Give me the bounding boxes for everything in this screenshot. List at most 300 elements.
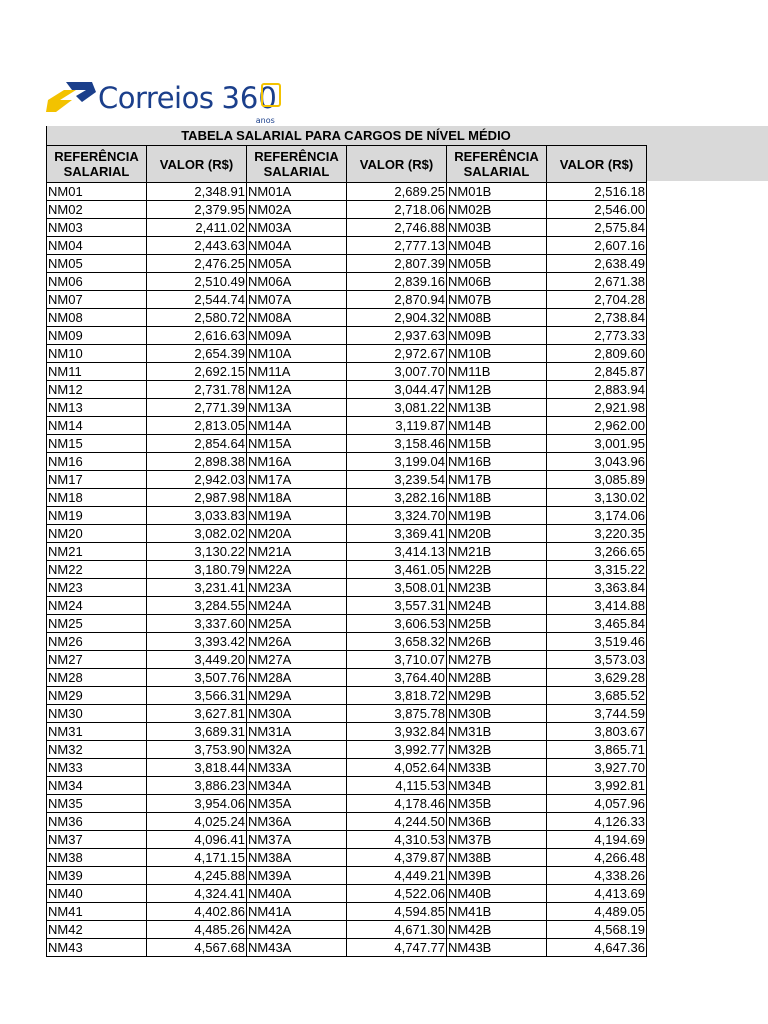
value-cell: 3,284.55 xyxy=(147,597,247,615)
reference-cell: NM27B xyxy=(447,651,547,669)
table-row xyxy=(47,669,647,687)
reference-cell: NM42A xyxy=(247,921,347,939)
value-cell: 4,522.06 xyxy=(347,885,447,903)
value-cell: 3,158.46 xyxy=(347,435,447,453)
reference-cell: NM04B xyxy=(447,237,547,255)
table-row xyxy=(47,795,647,813)
reference-cell: NM17B xyxy=(447,471,547,489)
reference-cell: NM38 xyxy=(47,849,147,867)
table-row xyxy=(47,759,647,777)
reference-cell: NM13B xyxy=(447,399,547,417)
reference-cell: NM35 xyxy=(47,795,147,813)
reference-cell: NM33 xyxy=(47,759,147,777)
value-cell: 4,096.41 xyxy=(147,831,247,849)
value-cell: 2,738.84 xyxy=(547,309,647,327)
logo-sub: anos xyxy=(255,116,275,125)
value-cell: 3,818.44 xyxy=(147,759,247,777)
value-cell: 3,627.81 xyxy=(147,705,247,723)
stamp-icon xyxy=(261,83,281,107)
reference-cell: NM21 xyxy=(47,543,147,561)
table-row xyxy=(47,903,647,921)
value-cell: 2,898.38 xyxy=(147,453,247,471)
value-cell: 4,485.26 xyxy=(147,921,247,939)
reference-cell: NM26B xyxy=(447,633,547,651)
value-cell: 3,519.46 xyxy=(547,633,647,651)
reference-cell: NM08 xyxy=(47,309,147,327)
value-cell: 2,746.88 xyxy=(347,219,447,237)
salary-table xyxy=(46,145,647,957)
value-cell: 3,606.53 xyxy=(347,615,447,633)
reference-cell: NM26A xyxy=(247,633,347,651)
value-cell: 3,324.70 xyxy=(347,507,447,525)
value-cell: 3,465.84 xyxy=(547,615,647,633)
value-cell: 3,875.78 xyxy=(347,705,447,723)
value-cell: 3,007.70 xyxy=(347,363,447,381)
reference-cell: NM32 xyxy=(47,741,147,759)
reference-cell: NM25 xyxy=(47,615,147,633)
table-row xyxy=(47,687,647,705)
value-cell: 4,126.33 xyxy=(547,813,647,831)
value-cell: 4,266.48 xyxy=(547,849,647,867)
reference-cell: NM06 xyxy=(47,273,147,291)
column-header: REFERÊNCIA SALARIAL xyxy=(247,146,347,183)
reference-cell: NM20B xyxy=(447,525,547,543)
logo-360-mark xyxy=(221,81,277,125)
reference-cell: NM22A xyxy=(247,561,347,579)
reference-cell: NM36A xyxy=(247,813,347,831)
column-header: VALOR (R$) xyxy=(147,146,247,183)
value-cell: 3,220.35 xyxy=(547,525,647,543)
reference-cell: NM02A xyxy=(247,201,347,219)
table-row xyxy=(47,363,647,381)
reference-cell: NM14A xyxy=(247,417,347,435)
value-cell: 2,546.00 xyxy=(547,201,647,219)
value-cell: 3,043.96 xyxy=(547,453,647,471)
value-cell: 3,927.70 xyxy=(547,759,647,777)
reference-cell: NM31A xyxy=(247,723,347,741)
reference-cell: NM24 xyxy=(47,597,147,615)
value-cell: 2,580.72 xyxy=(147,309,247,327)
value-cell: 4,025.24 xyxy=(147,813,247,831)
table-row xyxy=(47,309,647,327)
table-row xyxy=(47,471,647,489)
reference-cell: NM08A xyxy=(247,309,347,327)
reference-cell: NM04A xyxy=(247,237,347,255)
value-cell: 4,413.69 xyxy=(547,885,647,903)
value-cell: 3,414.88 xyxy=(547,597,647,615)
value-cell: 4,647.36 xyxy=(547,939,647,957)
table-row xyxy=(47,435,647,453)
value-cell: 2,654.39 xyxy=(147,345,247,363)
reference-cell: NM08B xyxy=(447,309,547,327)
reference-cell: NM18A xyxy=(247,489,347,507)
value-cell: 3,033.83 xyxy=(147,507,247,525)
table-header-row xyxy=(47,146,647,183)
reference-cell: NM01B xyxy=(447,183,547,201)
reference-cell: NM34A xyxy=(247,777,347,795)
value-cell: 3,629.28 xyxy=(547,669,647,687)
value-cell: 3,449.20 xyxy=(147,651,247,669)
reference-cell: NM21A xyxy=(247,543,347,561)
value-cell: 3,865.71 xyxy=(547,741,647,759)
reference-cell: NM19A xyxy=(247,507,347,525)
reference-cell: NM30A xyxy=(247,705,347,723)
reference-cell: NM06B xyxy=(447,273,547,291)
value-cell: 2,883.94 xyxy=(547,381,647,399)
table-row xyxy=(47,921,647,939)
reference-cell: NM28A xyxy=(247,669,347,687)
value-cell: 3,932.84 xyxy=(347,723,447,741)
reference-cell: NM19B xyxy=(447,507,547,525)
reference-cell: NM37A xyxy=(247,831,347,849)
table-row xyxy=(47,489,647,507)
value-cell: 2,516.18 xyxy=(547,183,647,201)
table-row xyxy=(47,831,647,849)
reference-cell: NM18B xyxy=(447,489,547,507)
value-cell: 4,379.87 xyxy=(347,849,447,867)
reference-cell: NM28 xyxy=(47,669,147,687)
reference-cell: NM22 xyxy=(47,561,147,579)
table-row xyxy=(47,813,647,831)
value-cell: 3,180.79 xyxy=(147,561,247,579)
table-row xyxy=(47,525,647,543)
logo-number: 360 xyxy=(221,81,277,115)
value-cell: 4,171.15 xyxy=(147,849,247,867)
value-cell: 3,992.77 xyxy=(347,741,447,759)
value-cell: 3,764.40 xyxy=(347,669,447,687)
value-cell: 4,567.68 xyxy=(147,939,247,957)
reference-cell: NM32B xyxy=(447,741,547,759)
reference-cell: NM20 xyxy=(47,525,147,543)
value-cell: 3,710.07 xyxy=(347,651,447,669)
reference-cell: NM15A xyxy=(247,435,347,453)
table-row xyxy=(47,417,647,435)
value-cell: 3,282.16 xyxy=(347,489,447,507)
value-cell: 3,507.76 xyxy=(147,669,247,687)
table-row xyxy=(47,453,647,471)
reference-cell: NM35A xyxy=(247,795,347,813)
value-cell: 3,508.01 xyxy=(347,579,447,597)
reference-cell: NM27A xyxy=(247,651,347,669)
reference-cell: NM02B xyxy=(447,201,547,219)
reference-cell: NM42B xyxy=(447,921,547,939)
reference-cell: NM36 xyxy=(47,813,147,831)
table-row xyxy=(47,507,647,525)
reference-cell: NM29B xyxy=(447,687,547,705)
value-cell: 3,393.42 xyxy=(147,633,247,651)
value-cell: 3,239.54 xyxy=(347,471,447,489)
table-row xyxy=(47,723,647,741)
reference-cell: NM37 xyxy=(47,831,147,849)
value-cell: 3,337.60 xyxy=(147,615,247,633)
reference-cell: NM40 xyxy=(47,885,147,903)
value-cell: 2,972.67 xyxy=(347,345,447,363)
value-cell: 3,231.41 xyxy=(147,579,247,597)
column-header: REFERÊNCIA SALARIAL xyxy=(47,146,147,183)
reference-cell: NM39B xyxy=(447,867,547,885)
value-cell: 3,685.52 xyxy=(547,687,647,705)
value-cell: 4,747.77 xyxy=(347,939,447,957)
reference-cell: NM15B xyxy=(447,435,547,453)
value-cell: 2,718.06 xyxy=(347,201,447,219)
value-cell: 3,082.02 xyxy=(147,525,247,543)
value-cell: 4,671.30 xyxy=(347,921,447,939)
reference-cell: NM30 xyxy=(47,705,147,723)
value-cell: 2,854.64 xyxy=(147,435,247,453)
table-row xyxy=(47,327,647,345)
table-row xyxy=(47,291,647,309)
value-cell: 3,081.22 xyxy=(347,399,447,417)
value-cell: 2,575.84 xyxy=(547,219,647,237)
value-cell: 3,461.05 xyxy=(347,561,447,579)
reference-cell: NM14 xyxy=(47,417,147,435)
value-cell: 3,803.67 xyxy=(547,723,647,741)
table-row xyxy=(47,849,647,867)
reference-cell: NM31 xyxy=(47,723,147,741)
reference-cell: NM34B xyxy=(447,777,547,795)
reference-cell: NM23B xyxy=(447,579,547,597)
value-cell: 2,807.39 xyxy=(347,255,447,273)
reference-cell: NM25A xyxy=(247,615,347,633)
reference-cell: NM16A xyxy=(247,453,347,471)
reference-cell: NM29A xyxy=(247,687,347,705)
value-cell: 3,689.31 xyxy=(147,723,247,741)
reference-cell: NM10B xyxy=(447,345,547,363)
reference-cell: NM42 xyxy=(47,921,147,939)
value-cell: 3,130.02 xyxy=(547,489,647,507)
value-cell: 3,199.04 xyxy=(347,453,447,471)
reference-cell: NM05 xyxy=(47,255,147,273)
reference-cell: NM09A xyxy=(247,327,347,345)
table-row xyxy=(47,705,647,723)
reference-cell: NM41A xyxy=(247,903,347,921)
reference-cell: NM12A xyxy=(247,381,347,399)
table-row xyxy=(47,219,647,237)
value-cell: 2,704.28 xyxy=(547,291,647,309)
value-cell: 3,369.41 xyxy=(347,525,447,543)
table-row xyxy=(47,633,647,651)
reference-cell: NM13 xyxy=(47,399,147,417)
value-cell: 2,616.63 xyxy=(147,327,247,345)
value-cell: 2,845.87 xyxy=(547,363,647,381)
reference-cell: NM43B xyxy=(447,939,547,957)
value-cell: 3,573.03 xyxy=(547,651,647,669)
value-cell: 4,402.86 xyxy=(147,903,247,921)
value-cell: 2,942.03 xyxy=(147,471,247,489)
value-cell: 3,315.22 xyxy=(547,561,647,579)
table-row xyxy=(47,237,647,255)
reference-cell: NM19 xyxy=(47,507,147,525)
value-cell: 2,411.02 xyxy=(147,219,247,237)
table-row xyxy=(47,345,647,363)
value-cell: 4,324.41 xyxy=(147,885,247,903)
value-cell: 3,557.31 xyxy=(347,597,447,615)
reference-cell: NM11B xyxy=(447,363,547,381)
value-cell: 4,115.53 xyxy=(347,777,447,795)
value-cell: 2,839.16 xyxy=(347,273,447,291)
value-cell: 4,178.46 xyxy=(347,795,447,813)
reference-cell: NM38A xyxy=(247,849,347,867)
value-cell: 2,607.16 xyxy=(547,237,647,255)
value-cell: 2,962.00 xyxy=(547,417,647,435)
reference-cell: NM03A xyxy=(247,219,347,237)
value-cell: 4,338.26 xyxy=(547,867,647,885)
reference-cell: NM37B xyxy=(447,831,547,849)
reference-cell: NM43A xyxy=(247,939,347,957)
table-row xyxy=(47,183,647,201)
table-row xyxy=(47,867,647,885)
value-cell: 4,568.19 xyxy=(547,921,647,939)
value-cell: 3,130.22 xyxy=(147,543,247,561)
value-cell: 2,379.95 xyxy=(147,201,247,219)
reference-cell: NM25B xyxy=(447,615,547,633)
reference-cell: NM17A xyxy=(247,471,347,489)
reference-cell: NM34 xyxy=(47,777,147,795)
reference-cell: NM18 xyxy=(47,489,147,507)
value-cell: 3,174.06 xyxy=(547,507,647,525)
reference-cell: NM39A xyxy=(247,867,347,885)
value-cell: 3,044.47 xyxy=(347,381,447,399)
table-row xyxy=(47,777,647,795)
reference-cell: NM07 xyxy=(47,291,147,309)
reference-cell: NM12B xyxy=(447,381,547,399)
reference-cell: NM16 xyxy=(47,453,147,471)
column-header: VALOR (R$) xyxy=(347,146,447,183)
value-cell: 4,057.96 xyxy=(547,795,647,813)
value-cell: 4,489.05 xyxy=(547,903,647,921)
table-row xyxy=(47,651,647,669)
reference-cell: NM40B xyxy=(447,885,547,903)
value-cell: 2,921.98 xyxy=(547,399,647,417)
reference-cell: NM02 xyxy=(47,201,147,219)
reference-cell: NM21B xyxy=(447,543,547,561)
value-cell: 2,692.15 xyxy=(147,363,247,381)
correios-arrows-icon xyxy=(46,78,96,118)
header-band-extension xyxy=(645,145,768,181)
value-cell: 3,744.59 xyxy=(547,705,647,723)
table-row xyxy=(47,273,647,291)
reference-cell: NM13A xyxy=(247,399,347,417)
reference-cell: NM24A xyxy=(247,597,347,615)
value-cell: 2,671.38 xyxy=(547,273,647,291)
value-cell: 2,904.32 xyxy=(347,309,447,327)
table-row xyxy=(47,201,647,219)
value-cell: 2,731.78 xyxy=(147,381,247,399)
value-cell: 2,443.63 xyxy=(147,237,247,255)
column-header: VALOR (R$) xyxy=(547,146,647,183)
value-cell: 3,414.13 xyxy=(347,543,447,561)
reference-cell: NM03 xyxy=(47,219,147,237)
reference-cell: NM33B xyxy=(447,759,547,777)
value-cell: 4,194.69 xyxy=(547,831,647,849)
reference-cell: NM14B xyxy=(447,417,547,435)
reference-cell: NM16B xyxy=(447,453,547,471)
value-cell: 2,773.33 xyxy=(547,327,647,345)
table-row xyxy=(47,579,647,597)
value-cell: 3,753.90 xyxy=(147,741,247,759)
reference-cell: NM10 xyxy=(47,345,147,363)
reference-cell: NM43 xyxy=(47,939,147,957)
reference-cell: NM23A xyxy=(247,579,347,597)
table-row xyxy=(47,885,647,903)
value-cell: 3,886.23 xyxy=(147,777,247,795)
reference-cell: NM01A xyxy=(247,183,347,201)
reference-cell: NM28B xyxy=(447,669,547,687)
table-row xyxy=(47,381,647,399)
value-cell: 4,052.64 xyxy=(347,759,447,777)
value-cell: 2,777.13 xyxy=(347,237,447,255)
reference-cell: NM04 xyxy=(47,237,147,255)
reference-cell: NM35B xyxy=(447,795,547,813)
reference-cell: NM03B xyxy=(447,219,547,237)
table-title: TABELA SALARIAL PARA CARGOS DE NÍVEL MÉDIO xyxy=(46,126,645,145)
reference-cell: NM11A xyxy=(247,363,347,381)
table-row xyxy=(47,597,647,615)
reference-cell: NM09B xyxy=(447,327,547,345)
value-cell: 2,771.39 xyxy=(147,399,247,417)
reference-cell: NM22B xyxy=(447,561,547,579)
value-cell: 4,449.21 xyxy=(347,867,447,885)
reference-cell: NM30B xyxy=(447,705,547,723)
reference-cell: NM06A xyxy=(247,273,347,291)
value-cell: 2,348.91 xyxy=(147,183,247,201)
reference-cell: NM20A xyxy=(247,525,347,543)
value-cell: 3,119.87 xyxy=(347,417,447,435)
value-cell: 2,638.49 xyxy=(547,255,647,273)
reference-cell: NM36B xyxy=(447,813,547,831)
reference-cell: NM24B xyxy=(447,597,547,615)
reference-cell: NM23 xyxy=(47,579,147,597)
reference-cell: NM26 xyxy=(47,633,147,651)
table-row xyxy=(47,561,647,579)
reference-cell: NM27 xyxy=(47,651,147,669)
value-cell: 4,594.85 xyxy=(347,903,447,921)
value-cell: 3,266.65 xyxy=(547,543,647,561)
reference-cell: NM15 xyxy=(47,435,147,453)
reference-cell: NM31B xyxy=(447,723,547,741)
reference-cell: NM33A xyxy=(247,759,347,777)
value-cell: 2,689.25 xyxy=(347,183,447,201)
value-cell: 3,363.84 xyxy=(547,579,647,597)
value-cell: 3,001.95 xyxy=(547,435,647,453)
reference-cell: NM41B xyxy=(447,903,547,921)
reference-cell: NM41 xyxy=(47,903,147,921)
value-cell: 3,992.81 xyxy=(547,777,647,795)
table-row xyxy=(47,543,647,561)
reference-cell: NM05A xyxy=(247,255,347,273)
table-row xyxy=(47,615,647,633)
reference-cell: NM09 xyxy=(47,327,147,345)
reference-cell: NM39 xyxy=(47,867,147,885)
reference-cell: NM40A xyxy=(247,885,347,903)
value-cell: 4,245.88 xyxy=(147,867,247,885)
reference-cell: NM38B xyxy=(447,849,547,867)
value-cell: 3,658.32 xyxy=(347,633,447,651)
value-cell: 3,954.06 xyxy=(147,795,247,813)
value-cell: 2,870.94 xyxy=(347,291,447,309)
reference-cell: NM29 xyxy=(47,687,147,705)
table-row xyxy=(47,939,647,957)
reference-cell: NM07A xyxy=(247,291,347,309)
reference-cell: NM11 xyxy=(47,363,147,381)
reference-cell: NM01 xyxy=(47,183,147,201)
reference-cell: NM17 xyxy=(47,471,147,489)
value-cell: 3,085.89 xyxy=(547,471,647,489)
value-cell: 2,809.60 xyxy=(547,345,647,363)
value-cell: 2,987.98 xyxy=(147,489,247,507)
value-cell: 4,310.53 xyxy=(347,831,447,849)
value-cell: 2,544.74 xyxy=(147,291,247,309)
